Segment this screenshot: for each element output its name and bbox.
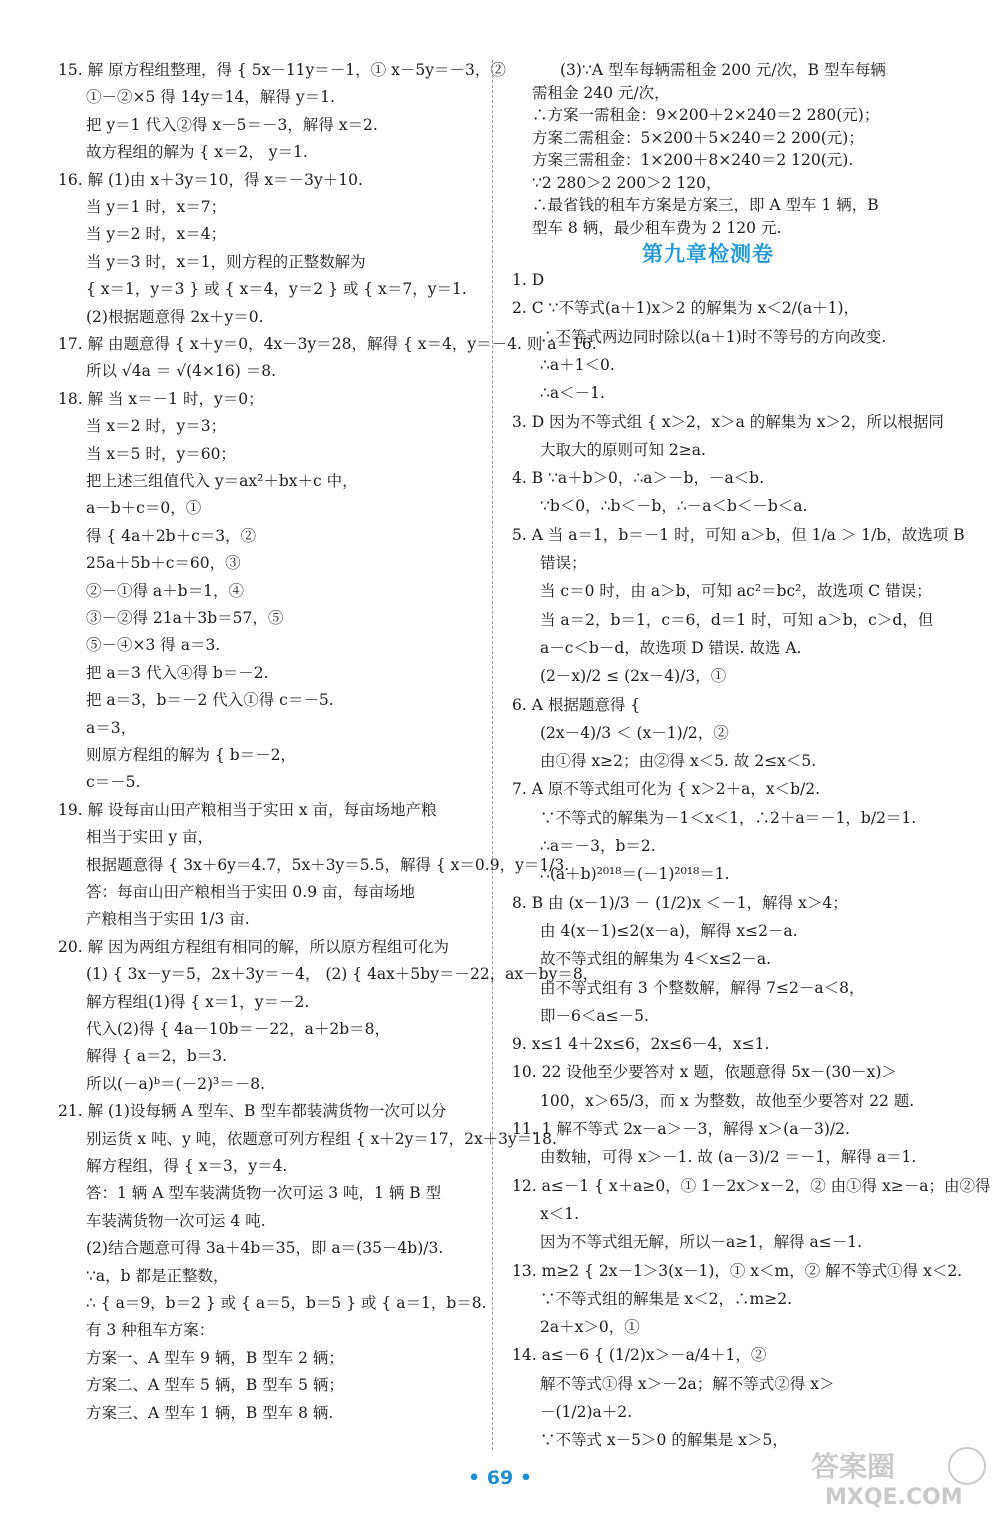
text-line: 解方程组(1)得 { x＝1，y＝－2.	[86, 992, 310, 1011]
text-line: 方案三、A 型车 1 辆，B 型车 8 辆.	[86, 1403, 334, 1422]
text-line: 车装满货物一次可运 4 吨.	[86, 1211, 266, 1230]
text-line: 100，x＞65/3，而 x 为整数，故他至少要答对 22 题.	[540, 1091, 915, 1110]
text-line: 方案二、A 型车 5 辆，B 型车 5 辆；	[86, 1376, 344, 1395]
svg-text:MXQE.COM: MXQE.COM	[825, 1485, 963, 1510]
text-line: 当 y＝1 时，x＝7；	[86, 198, 227, 216]
text-line: 别运货 x 吨、y 吨，依题意可列方程组 { x＋2y＝17，2x＋3y＝18.	[86, 1129, 557, 1148]
text-line: 10. 22 设他至少要答对 x 题，依题意得 5x－(30－x)＞	[512, 1063, 897, 1082]
text-line: ∵不等式的解集为－1＜x＜1，∴2＋a＝－1，b/2＝1.	[540, 808, 917, 827]
text-line: －(1/2)a＋2.	[540, 1403, 633, 1421]
text-line: 18. 解 当 x＝－1 时，y＝0；	[58, 389, 264, 408]
text-line: x＜1.	[540, 1204, 580, 1223]
text-line: 由 4(x－1)≤2(x－a)，解得 x≤2－a.	[540, 921, 798, 940]
text-line: 方案二需租金：5×200＋5×240＝2 200(元)；	[532, 128, 864, 147]
text-line: (2－x)/2 ≤ (2x－4)/3，①	[540, 667, 727, 686]
text-line: a－b＋c＝0，①	[86, 499, 202, 518]
text-line: 所以 √4a ＝ √(4×16) ＝8.	[86, 362, 277, 381]
text-line: ∴(a＋b)²⁰¹⁸＝(－1)²⁰¹⁸＝1.	[540, 865, 730, 884]
text-line: 型车 8 辆，最少租车费为 2 120 元.	[532, 218, 782, 237]
text-line: 解方程组，得 { x＝3，y＝4.	[86, 1157, 288, 1175]
text-line: 当 a＝2，b＝1，c＝6，d＝1 时，可知 a＞b，c＞d，但	[540, 610, 934, 629]
text-line: 则原方程组的解为 { b＝－2，	[86, 746, 297, 764]
text-line: 产粮相当于实田 1/3 亩.	[86, 910, 250, 929]
page-number: • 69 •	[468, 1467, 532, 1489]
text-line: 4. B ∵a＋b＞0，∴a＞－b，－a＜b.	[512, 469, 765, 488]
text-line: 因为不等式组无解，所以－a≥1，解得 a≤－1.	[540, 1233, 863, 1252]
text-line: ③－②得 21a＋3b＝57，⑤	[86, 609, 284, 627]
text-line: ∴a＜－1.	[540, 384, 605, 403]
text-line: 19. 解 设每亩山田产粮相当于实田 x 亩，每亩场地产粮	[58, 800, 437, 819]
text-line: 答：1 辆 A 型车装满货物一次可运 3 吨，1 辆 B 型	[86, 1184, 442, 1203]
text-line: 故不等式组的解集为 4＜x≤2－a.	[540, 950, 772, 969]
text-line: 20. 解 因为两组方程组有相同的解，所以原方程组可化为	[58, 937, 450, 956]
text-line: 14. a≤－6 { (1/2)x＞－a/4＋1，②	[512, 1346, 767, 1365]
text-line: 故方程组的解为 { x＝2， y＝1.	[86, 143, 308, 162]
text-line: 由①得 x≥2；由②得 x＜5. 故 2≤x＜5.	[540, 752, 817, 771]
text-line: 方案三需租金：1×200＋8×240＝2 120(元).	[532, 151, 854, 169]
text-line: 解不等式①得 x＞－2a；解不等式②得 x＞	[540, 1374, 835, 1393]
svg-text:答案圈: 答案圈	[811, 1450, 896, 1483]
text-line: ∴ { a＝9，b＝2 } 或 { a＝5，b＝5 } 或 { a＝1，b＝8.	[86, 1294, 487, 1312]
text-line: 7. A 原不等式组可化为 { x＞2＋a，x＜b/2.	[512, 780, 821, 799]
text-line: 得 { 4a＋2b＋c＝3，②	[86, 526, 257, 545]
text-line: 所以(－a)ᵇ＝(－2)³＝－8.	[86, 1074, 265, 1093]
text-line: ∵不等式组的解集是 x＜2，∴m≥2.	[540, 1289, 793, 1308]
text-line: { x＝1，y＝3 } 或 { x＝4，y＝2 } 或 { x＝7，y＝1.	[86, 280, 467, 299]
text-line: ∵b＜0，∴b＜－b，∴－a＜b＜－b＜a.	[540, 497, 808, 516]
text-line: 16. 解 (1)由 x＋3y＝10，得 x＝－3y＋10.	[58, 170, 363, 189]
text-line: ∴不等式两边同时除以(a＋1)时不等号的方向改变.	[540, 327, 887, 346]
text-line: 把 y＝1 代入②得 x－5＝－3，解得 x＝2.	[86, 115, 378, 134]
text-line: (2x－4)/3 ＜ (x－1)/2，②	[540, 723, 729, 742]
text-line: 大取大的原则可知 2≥a.	[540, 440, 706, 459]
text-line: 有 3 种租车方案：	[86, 1321, 215, 1340]
text-line: 相当于实田 y 亩，	[86, 828, 214, 847]
text-line: 15. 解 原方程组整理，得 { 5x－11y＝－1，① x－5y＝－3，②	[58, 61, 506, 79]
text-line: 1. D	[512, 271, 545, 289]
text-line: 解得 { a＝2，b＝3.	[86, 1047, 228, 1066]
text-line: 5. A 当 a＝1，b＝－1 时，可知 a＞b，但 1/a ＞ 1/b，故选项 B	[512, 525, 965, 544]
text-line: 12. a≤－1 { x＋a≥0，① 1－2x＞x－2，② 由①得 x≥－a；由②得	[512, 1176, 991, 1195]
text-line: 把上述三组值代入 y＝ax²＋bx＋c 中，	[86, 472, 358, 490]
text-line: ∵a，b 都是正整数，	[86, 1266, 229, 1285]
text-line: 当 x＝5 时，y＝60；	[86, 444, 236, 463]
text-line: ②－①得 a＋b＝1，④	[86, 581, 244, 600]
text-line: 代入(2)得 { 4a－10b＝－22，a＋2b＝8，	[86, 1020, 391, 1038]
column-divider	[492, 60, 493, 1450]
text-line: ∵不等式 x－5＞0 的解集是 x＞5，	[540, 1431, 788, 1450]
text-line: ∴a＝－3，b＝2.	[540, 837, 656, 855]
watermark-logo	[805, 1440, 995, 1510]
text-line: ⑤－④×3 得 a＝3.	[86, 636, 221, 655]
chapter-title: 第九章检测卷	[642, 242, 774, 266]
text-line: 由不等式组有 3 个整数解，解得 7≤2－a＜8，	[540, 978, 865, 997]
text-line: 把 a＝3 代入④得 b＝－2.	[86, 663, 269, 682]
text-line: 11. 1 解不等式 2x－a＞－3，解得 x＞(a－3)/2.	[512, 1120, 850, 1138]
text-line: 2. C ∵不等式(a＋1)x＞2 的解集为 x＜2/(a＋1)，	[512, 299, 860, 318]
text-line: 错误；	[540, 554, 587, 572]
text-line: 把 a＝3，b＝－2 代入①得 c＝－5.	[86, 691, 334, 710]
text-line: 需租金 240 元/次，	[532, 83, 670, 102]
text-line: ∴a＋1＜0.	[540, 355, 615, 374]
text-line: ①－②×5 得 14y＝14，解得 y＝1.	[86, 88, 335, 107]
text-line: 当 c＝0 时，由 a＞b，可知 ac²＝bc²，故选项 C 错误；	[540, 582, 932, 601]
text-line: (2)根据题意得 2x＋y＝0.	[86, 307, 264, 326]
text-line: 即－6＜a≤－5.	[540, 1006, 649, 1025]
text-line: 17. 解 由题意得 { x＋y＝0，4x－3y＝28，解得 { x＝4，y＝－4. 则 a＝16.	[58, 335, 597, 353]
text-line: (2)结合题意可得 3a＋4b＝35，即 a＝(35－4b)/3.	[86, 1239, 444, 1258]
text-line: (1) { 3x－y＝5，2x＋3y＝－4， (2) { 4ax＋5by＝－22，ax－by＝8，	[86, 965, 599, 984]
text-line: 25a＋5b＋c＝60，③	[86, 554, 241, 573]
text-line: 当 y＝3 时，x＝1，则方程的正整数解为	[86, 252, 366, 271]
text-line: 3. D 因为不等式组 { x＞2，x＞a 的解集为 x＞2，所以根据同	[512, 412, 944, 431]
text-line: a－c＜b－d，故选项 D 错误. 故选 A.	[540, 638, 802, 657]
text-line: 由数轴，可得 x＞－1. 故 (a－3)/2 ＝－1，解得 a＝1.	[540, 1148, 917, 1167]
text-line: 当 y＝2 时，x＝4；	[86, 225, 227, 244]
text-line: ∵2 280＞2 200＞2 120，	[532, 173, 722, 192]
text-line: 根据题意得 { 3x＋6y＝4.7，5x＋3y＝5.5，解得 { x＝0.9，y＝1/3.	[86, 855, 570, 874]
text-line: 答：每亩山田产粮相当于实田 0.9 亩，每亩场地	[86, 883, 416, 901]
text-line: c＝－5.	[86, 773, 141, 792]
text-line: 13. m≥2 { 2x－1＞3(x－1)，① x＜m，② 解不等式①得 x＜2.	[512, 1261, 963, 1280]
text-line: 9. x≤1 4＋2x≤6，2x≤6－4，x≤1.	[512, 1035, 770, 1054]
text-line: 6. A 根据题意得 {	[512, 695, 641, 714]
text-line: ∴最省钱的租车方案是方案三，即 A 型车 1 辆，B	[532, 196, 879, 214]
text-line: 2a＋x＞0，①	[540, 1318, 640, 1337]
text-line: 21. 解 (1)设每辆 A 型车、B 型车都装满货物一次可以分	[58, 1102, 447, 1121]
text-line: 当 x＝2 时，y＝3；	[86, 417, 227, 436]
text-line: 8. B 由 (x－1)/3 － (1/2)x ＜－1，解得 x＞4；	[512, 893, 848, 912]
text-line: a＝3，	[86, 718, 137, 737]
text-line: (3)∵A 型车每辆需租金 200 元/次，B 型车每辆	[560, 61, 886, 79]
text-line: 方案一、A 型车 9 辆，B 型车 2 辆；	[86, 1348, 344, 1367]
text-line: ∴方案一需租金：9×200＋2×240＝2 280(元)；	[532, 106, 880, 124]
